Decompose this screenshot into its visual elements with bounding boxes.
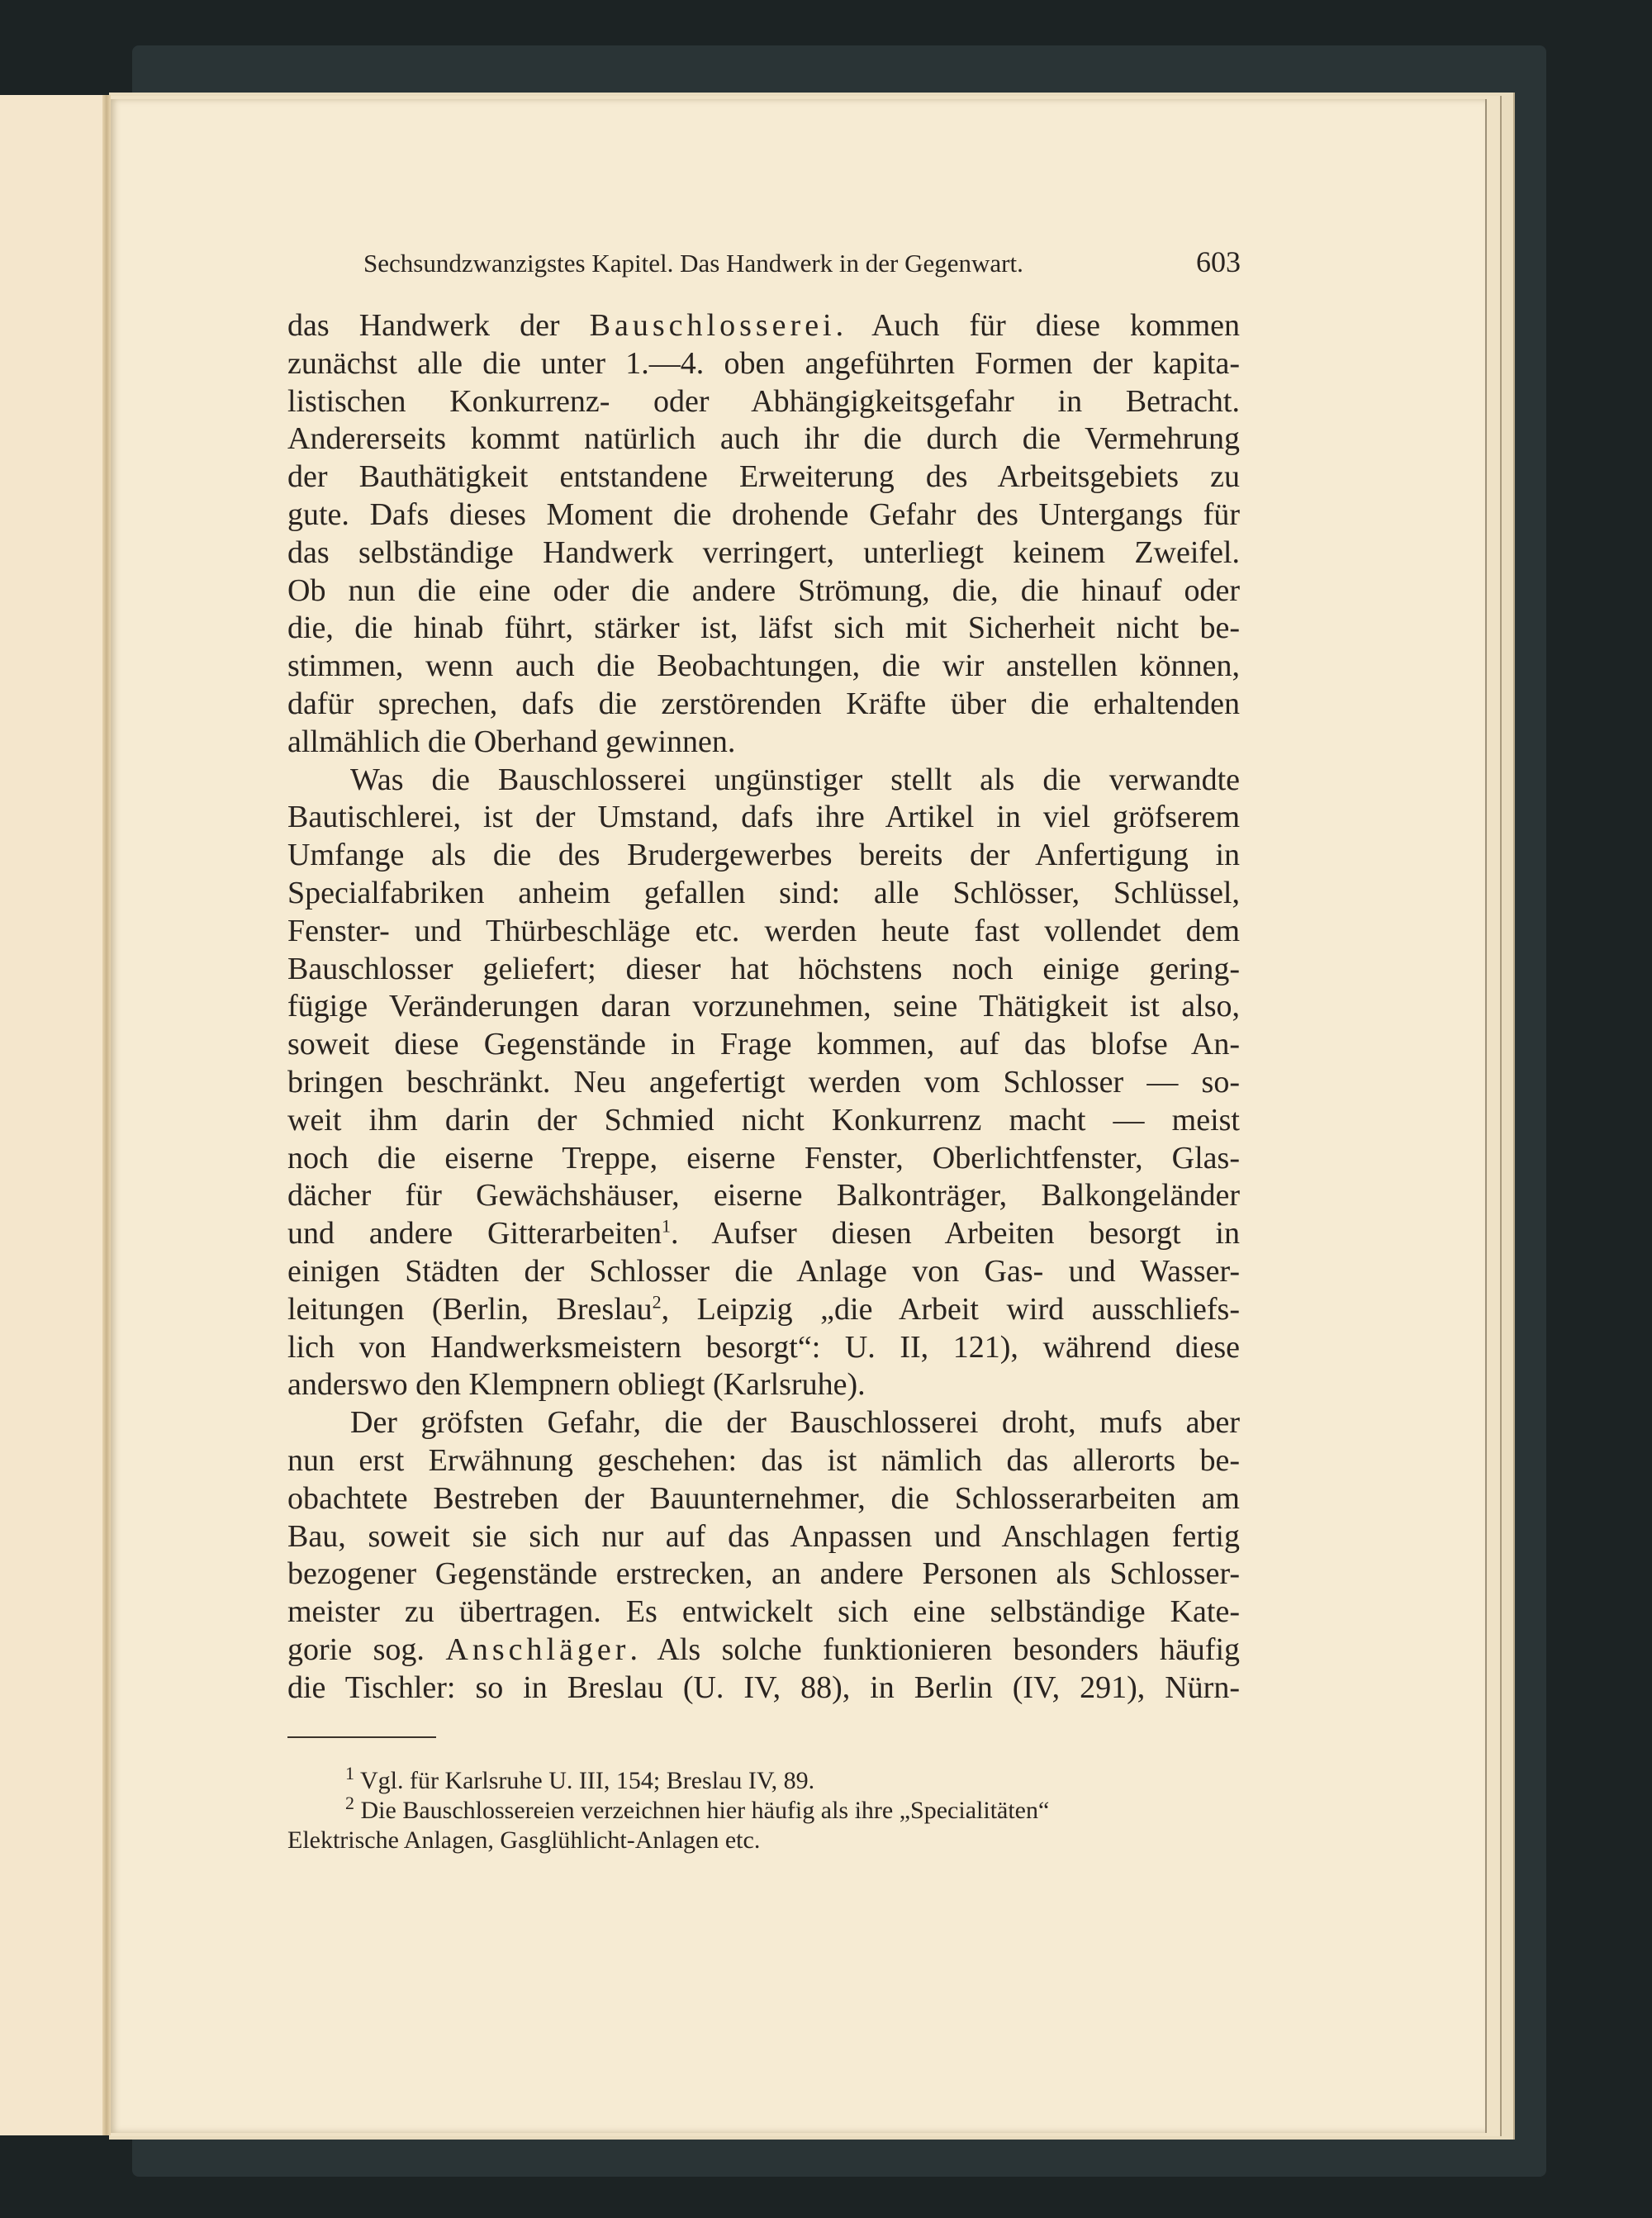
text-segment: obachtete Bestreben der Bauunternehmer, die Schlosserarbeiten am bbox=[287, 1480, 1240, 1516]
text-line bbox=[287, 1631, 1240, 1669]
text-line bbox=[287, 648, 1240, 686]
text-segment: Bau, soweit sie sich nur auf das Anpassen und Anschlagen fertig bbox=[287, 1518, 1240, 1554]
spaced-emphasis: Anschläger bbox=[445, 1631, 630, 1667]
footnote-text: Die Bauschlossereien verzeichnen hier häufig als ihre „Specialitäten“ bbox=[360, 1797, 1050, 1824]
text-line bbox=[287, 1140, 1240, 1178]
text-segment: Bauschlosser geliefert; dieser hat höchstens noch einige gering- bbox=[287, 951, 1240, 986]
text-segment: Andererseits kommt natürlich auch ihr die durch die Vermehrung bbox=[287, 421, 1240, 457]
text-line bbox=[287, 1026, 1240, 1064]
text-segment: . Auch für diese kommen bbox=[835, 308, 1240, 343]
text-segment: einigen Städten der Schlosser die Anlage von Gas- und Wasser- bbox=[287, 1253, 1240, 1289]
text-line bbox=[287, 1366, 1240, 1404]
footnote-1 bbox=[287, 1763, 1240, 1796]
spaced-emphasis: Bauschlosserei bbox=[589, 308, 836, 343]
text-line bbox=[287, 837, 1240, 875]
text-segment: fügige Veränderungen daran vorzunehmen, seine Thätigkeit ist also, bbox=[287, 989, 1240, 1024]
text-line bbox=[287, 572, 1240, 610]
page-number: 603 bbox=[1196, 245, 1241, 278]
text-line bbox=[287, 1253, 1240, 1291]
text-segment: Ob nun die eine oder die andere Strömung, die, die hinauf oder bbox=[287, 572, 1240, 608]
text-segment: meister zu übertragen. Es entwickelt sich eine selbständige Kate- bbox=[287, 1594, 1240, 1630]
footnote-reference: 1 bbox=[662, 1215, 672, 1237]
text-segment: , Leipzig „die Arbeit wird ausschliefs- bbox=[661, 1291, 1240, 1327]
text-segment: Fenster- und Thürbeschläge etc. werden heute fast vollendet dem bbox=[287, 913, 1240, 948]
text-line bbox=[287, 762, 1240, 800]
text-line bbox=[287, 496, 1240, 534]
footnote-rule bbox=[287, 1736, 436, 1738]
text-segment: die Tischler: so in Breslau (U. IV, 88), in Berlin (IV, 291), Nürn- bbox=[287, 1669, 1240, 1705]
text-segment: Bautischlerei, ist der Umstand, dafs ihre Artikel in viel gröfserem bbox=[287, 800, 1240, 835]
text-line bbox=[287, 1593, 1240, 1631]
text-line bbox=[287, 913, 1240, 951]
text-segment: allmählich die Oberhand gewinnen. bbox=[287, 724, 736, 759]
text-segment: noch die eiserne Treppe, eiserne Fenster, Oberlichtfenster, Glas- bbox=[287, 1140, 1240, 1175]
text-segment: dächer für Gewächshäuser, eiserne Balkonträger, Balkongeländer bbox=[287, 1178, 1240, 1213]
text-segment: stimmen, wenn auch die Beobachtungen, die wir anstellen können, bbox=[287, 648, 1240, 684]
text-segment: leitungen (Berlin, Breslau bbox=[287, 1291, 653, 1327]
text-segment: weit ihm darin der Schmied nicht Konkurrenz macht — meist bbox=[287, 1102, 1240, 1137]
text-line bbox=[287, 1555, 1240, 1593]
text-segment: zunächst alle die unter 1.—4. oben angeführten Formen der kapita- bbox=[287, 345, 1240, 381]
text-line bbox=[287, 1064, 1240, 1102]
text-line bbox=[287, 383, 1240, 421]
footnote-mark: 2 bbox=[345, 1793, 354, 1813]
text-segment: dafür sprechen, dafs die zerstörenden Kräfte über die erhaltenden bbox=[287, 686, 1240, 721]
book-gutter bbox=[102, 95, 111, 2135]
text-line bbox=[287, 724, 1240, 762]
text-segment: Der gröfsten Gefahr, die der Bauschlosserei droht, mufs aber bbox=[350, 1405, 1240, 1441]
text-line bbox=[287, 1102, 1240, 1140]
running-header bbox=[363, 245, 1241, 279]
text-line bbox=[287, 1518, 1240, 1556]
text-line bbox=[287, 610, 1240, 648]
text-line bbox=[287, 420, 1240, 458]
body-text bbox=[287, 307, 1240, 1707]
running-title: Sechsundzwanzigstes Kapitel. Das Handwerk in der Gegenwart. bbox=[363, 249, 1023, 278]
text-segment: gute. Dafs dieses Moment die drohende Gefahr des Untergangs für bbox=[287, 496, 1240, 532]
text-line bbox=[287, 1480, 1240, 1518]
text-segment: . Aufser diesen Arbeiten besorgt in bbox=[671, 1216, 1240, 1251]
text-line bbox=[287, 988, 1240, 1026]
footnote-mark: 1 bbox=[345, 1763, 354, 1783]
text-line bbox=[287, 686, 1240, 724]
text-line bbox=[287, 1291, 1240, 1329]
text-segment: soweit diese Gegenstände in Frage kommen, auf das blofse An- bbox=[287, 1027, 1240, 1062]
text-segment: die, die hinab führt, stärker ist, läfst sich mit Sicherheit nicht be- bbox=[287, 610, 1240, 646]
footnote-reference: 2 bbox=[652, 1291, 662, 1313]
text-segment: gorie sog. bbox=[287, 1631, 446, 1667]
footnotes bbox=[287, 1763, 1240, 1855]
text-segment: bringen beschränkt. Neu angefertigt werden vom Schlosser — so- bbox=[287, 1064, 1240, 1100]
text-segment: das selbständige Handwerk verringert, unterliegt keinem Zweifel. bbox=[287, 534, 1240, 570]
text-segment: Specialfabriken anheim gefallen sind: alle Schlösser, Schlüssel, bbox=[287, 875, 1240, 910]
text-line bbox=[287, 307, 1240, 345]
text-segment: . Als solche funktionieren besonders häufig bbox=[629, 1631, 1240, 1667]
text-line bbox=[287, 799, 1240, 837]
text-segment: das Handwerk der bbox=[287, 308, 590, 343]
text-line bbox=[287, 875, 1240, 913]
footnote-text: Vgl. für Karlsruhe U. III, 154; Breslau IV, 89. bbox=[359, 1767, 815, 1794]
left-page-edge bbox=[0, 95, 109, 2135]
text-segment: Was die Bauschlosserei ungünstiger stellt als die verwandte bbox=[350, 762, 1240, 797]
footnote-2 bbox=[287, 1793, 1240, 1826]
text-line bbox=[287, 1329, 1240, 1367]
text-line bbox=[287, 534, 1240, 572]
text-segment: bezogener Gegenstände erstrecken, an andere Personen als Schlosser- bbox=[287, 1556, 1240, 1592]
text-line bbox=[287, 458, 1240, 496]
text-line bbox=[287, 1442, 1240, 1480]
text-segment: nun erst Erwähnung geschehen: das ist nämlich das allerorts be- bbox=[287, 1442, 1240, 1478]
text-segment: Umfange als die des Brudergewerbes bereits der Anfertigung in bbox=[287, 838, 1240, 873]
text-line bbox=[287, 951, 1240, 989]
text-segment: anderswo den Klempnern obliegt (Karlsruhe). bbox=[287, 1367, 866, 1403]
text-line bbox=[287, 1404, 1240, 1442]
text-segment: listischen Konkurrenz- oder Abhängigkeitsgefahr in Betracht. bbox=[287, 383, 1240, 419]
footnote-2-continued: Elektrische Anlagen, Gasglühlicht-Anlagen etc. bbox=[287, 1826, 761, 1854]
text-segment: der Bauthätigkeit entstandene Erweiterung des Arbeitsgebiets zu bbox=[287, 459, 1240, 495]
text-line bbox=[287, 1177, 1240, 1215]
text-line bbox=[287, 1669, 1240, 1707]
text-line bbox=[287, 1215, 1240, 1253]
text-segment: lich von Handwerksmeistern besorgt“: U. II, 121), während diese bbox=[287, 1329, 1240, 1365]
text-line bbox=[287, 345, 1240, 383]
text-segment: und andere Gitterarbeiten bbox=[287, 1216, 662, 1251]
